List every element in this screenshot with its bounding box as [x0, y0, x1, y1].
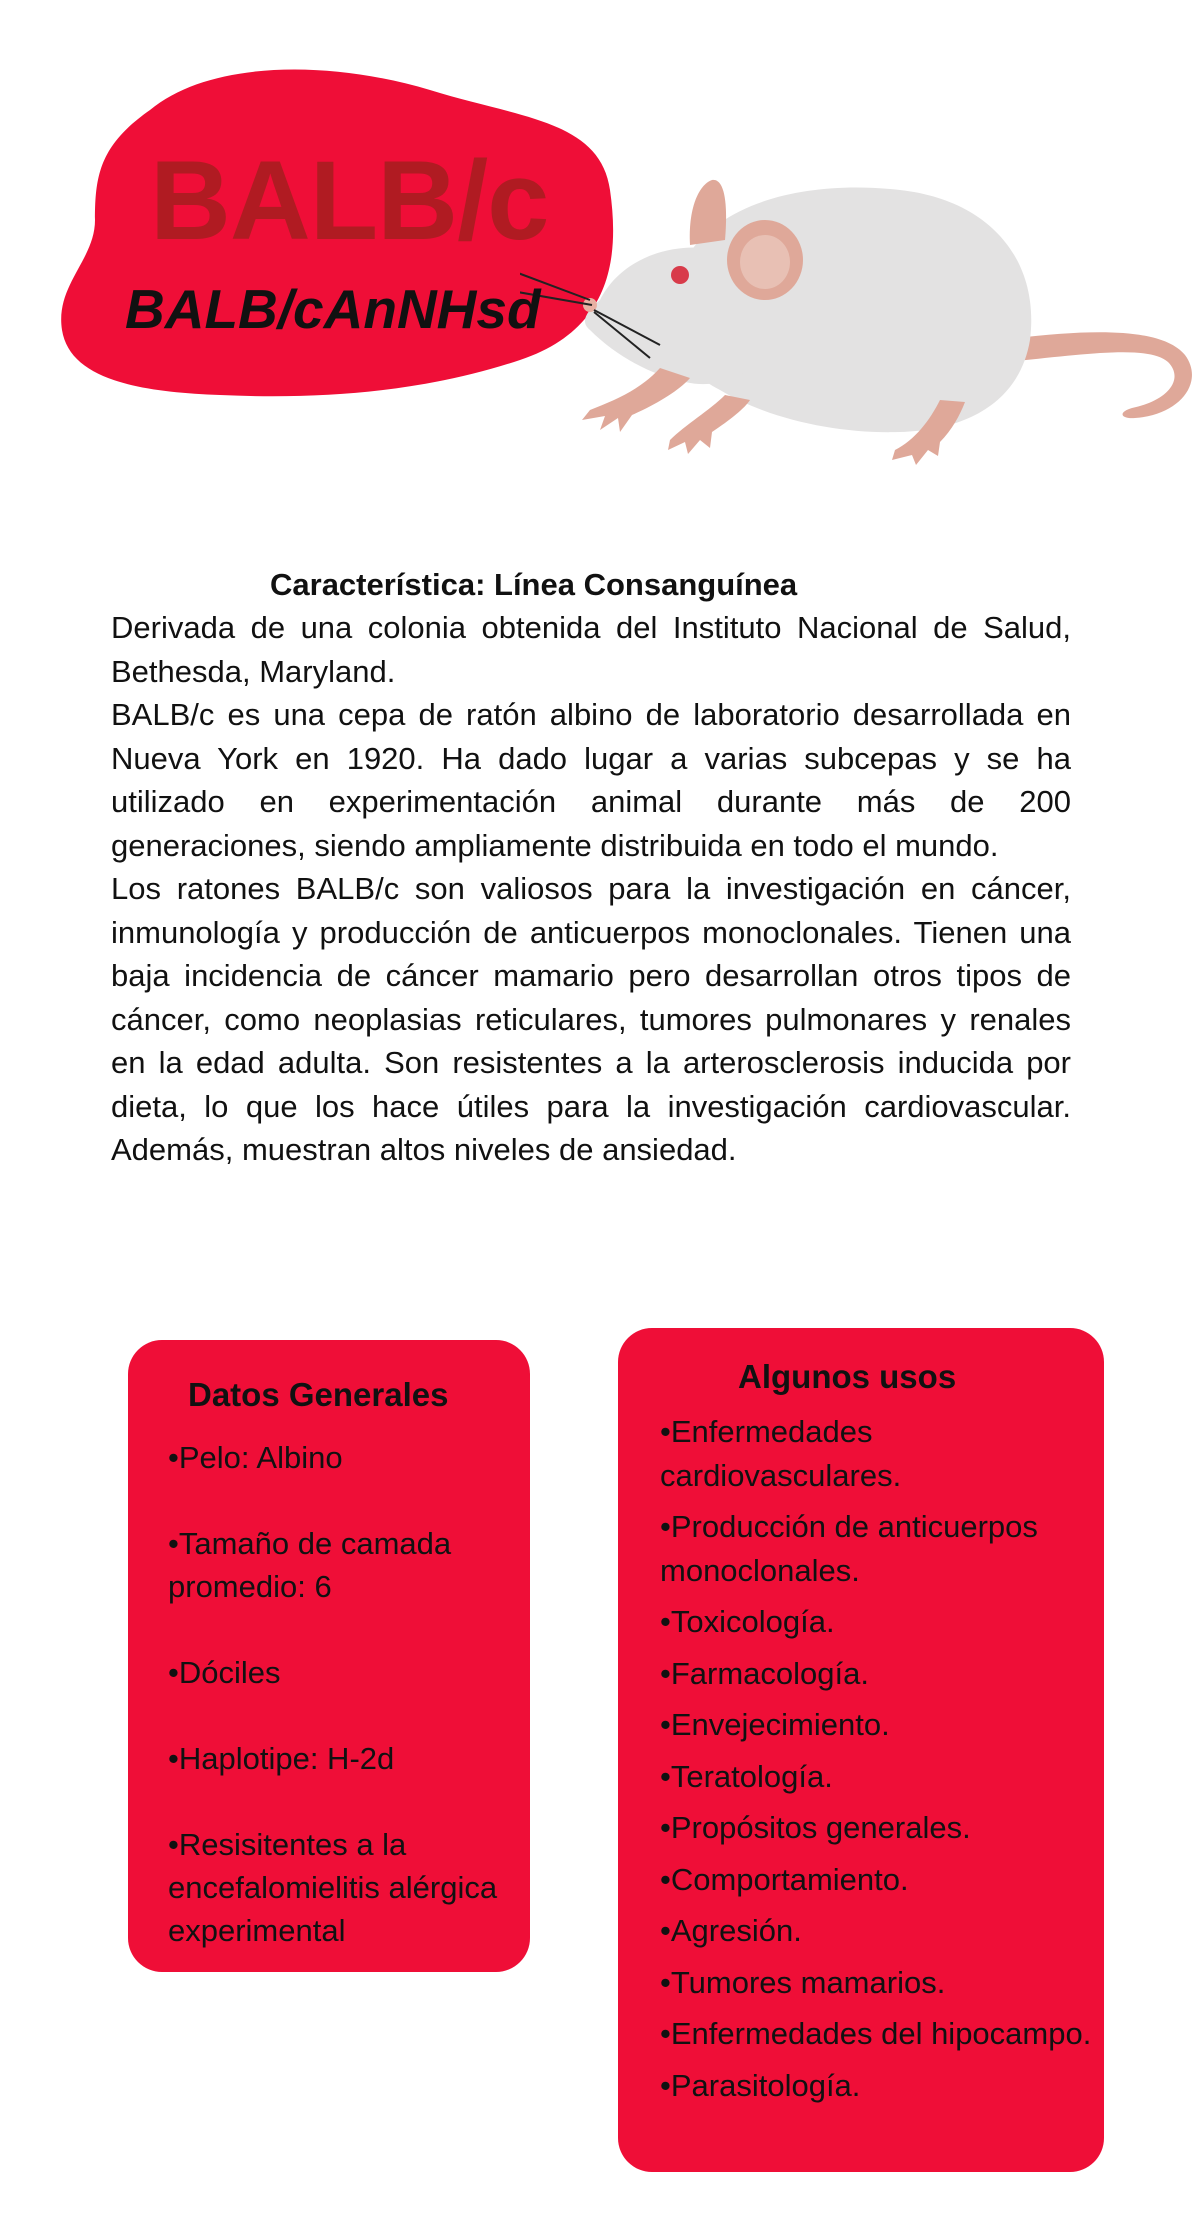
general-data-list: [168, 1436, 528, 1995]
white-mouse-illustration: [520, 150, 1200, 490]
list-item: •Haplotipe: H-2d: [168, 1741, 395, 1776]
characteristic-heading: Característica: Línea Consanguínea: [270, 567, 798, 602]
uses-title: Algunos usos: [738, 1358, 957, 1395]
list-item: •Envejecimiento.: [660, 1707, 890, 1742]
list-item: •Pelo: Albino: [168, 1440, 343, 1475]
list-item: •Teratología.: [660, 1758, 833, 1794]
strain-subtitle: BALB/cAnNHsd: [125, 278, 541, 340]
list-item: •Enfermedades cardiovasculares.: [660, 1414, 902, 1493]
list-item: •Agresión.: [660, 1913, 802, 1948]
uses-list: [660, 1410, 1100, 2115]
uses-card: [618, 1328, 1104, 2172]
description-paragraph: Los ratones BALB/c son valiosos para la investigación en cáncer, inmunología y producción de anticuerpos monoclonales. Tienen una baja incidencia de cáncer mamario pero desarrollan otros tipos de cáncer, como neoplasias reticulares, tumores pulmonares y renales en la edad adulta. Son resistentes a la arterosclerosis inducida por dieta, lo que los hace útiles para la investigación cardiovascular. Además, muestran altos niveles de ansiedad.: [111, 871, 1071, 1167]
list-item: •Tumores mamarios.: [660, 1964, 946, 2000]
list-item: •Resisitentes a la encefalomielitis alérgica experimental: [168, 1827, 498, 1948]
description-text: [111, 606, 1071, 1172]
list-item: •Tamaño de camada promedio: 6: [168, 1526, 452, 1604]
list-item: •Dóciles: [168, 1655, 281, 1690]
list-item: •Toxicología.: [660, 1604, 835, 1639]
description-paragraph: BALB/c es una cepa de ratón albino de laboratorio desarrollada en Nueva York en 1920. Ha dado lugar a varias subcepas y se ha utilizado en experimentación animal durante más de 200 generaciones, siendo ampliamente distribuida en todo el mundo.: [111, 697, 1071, 863]
general-data-card: [128, 1340, 530, 1972]
general-data-title: Datos Generales: [188, 1376, 449, 1413]
description-paragraph: Derivada de una colonia obtenida del Instituto Nacional de Salud, Bethesda, Maryland.: [111, 610, 1071, 689]
list-item: •Propósitos generales.: [660, 1810, 971, 1845]
list-item: •Producción de anticuerpos monoclonales.: [660, 1509, 1038, 1588]
strain-title: BALB/c: [150, 138, 549, 263]
list-item: •Parasitología.: [660, 2067, 861, 2103]
list-item: •Farmacología.: [660, 1655, 869, 1691]
list-item: •Comportamiento.: [660, 1861, 909, 1897]
list-item: •Enfermedades del hipocampo.: [660, 2016, 1092, 2051]
